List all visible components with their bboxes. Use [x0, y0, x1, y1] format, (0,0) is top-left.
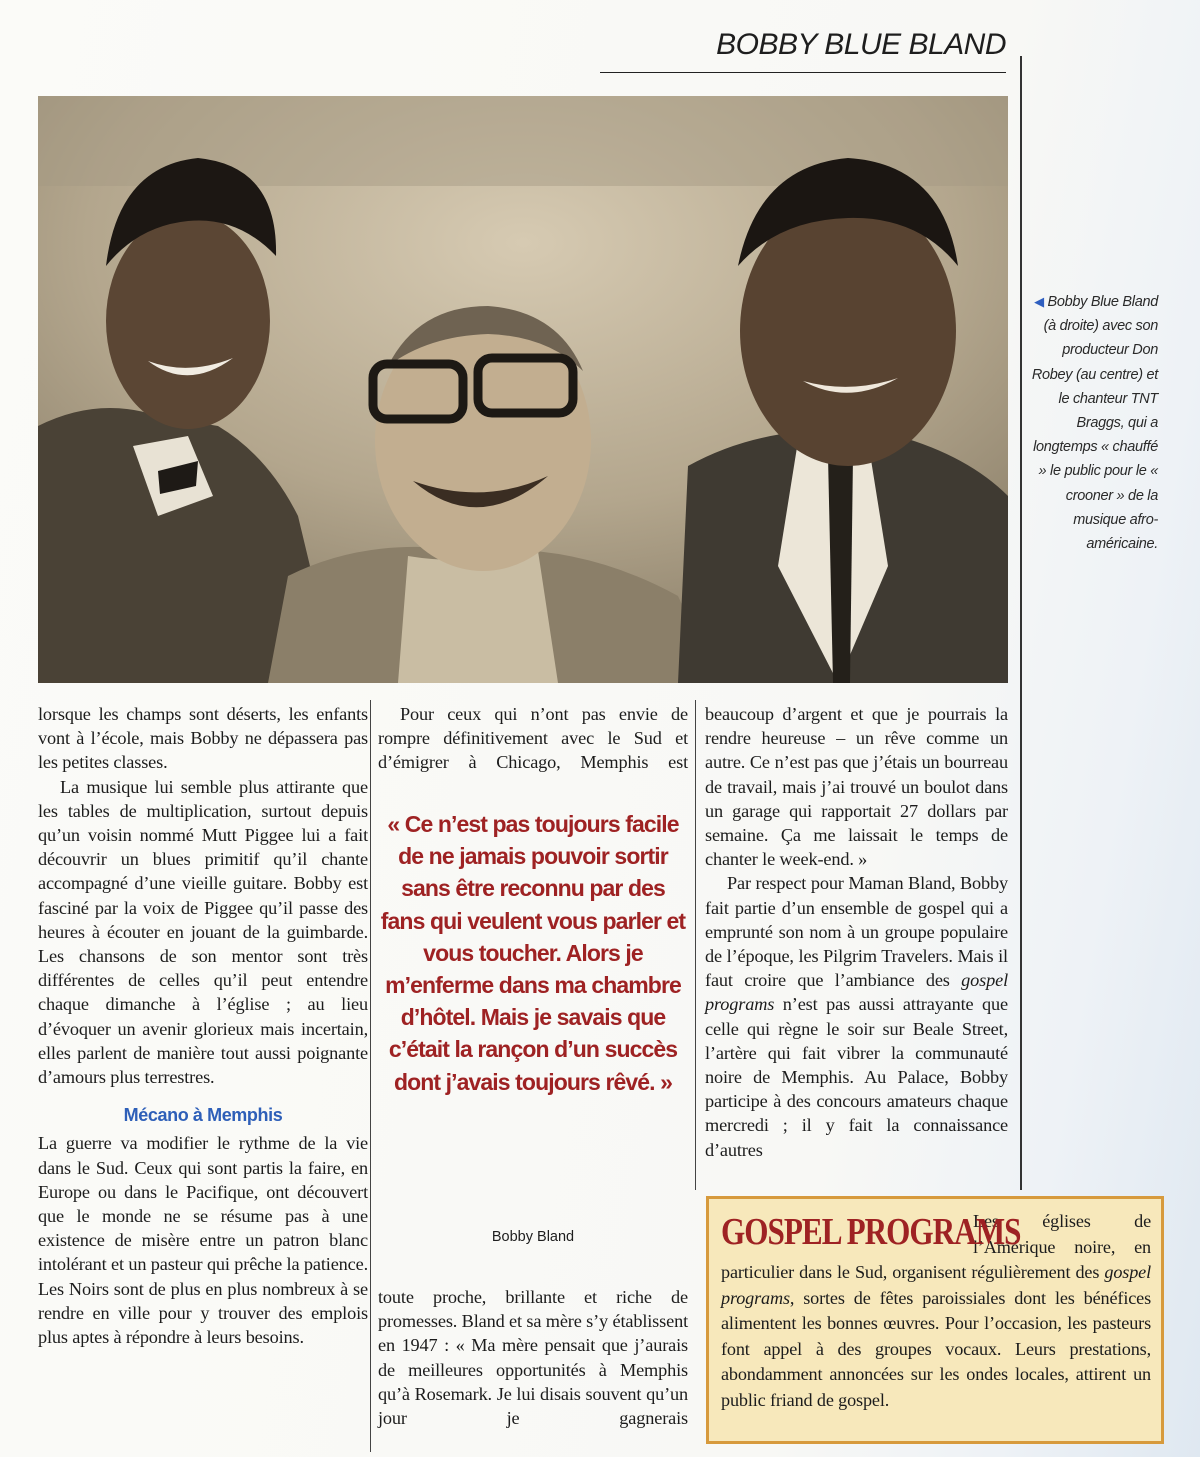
paragraph: La musique lui semble plus attirante que les tables de multiplication, surtout depuis qu’un voisin nommé Mutt Piggee lui a fait découvrir un blues primitif qu’il chante accompagné d’une vieille guitare. Bobby est fasciné par la voix de Piggee qu’il passe des heures à écouter en jouant de la guimbarde. Les chansons de son mentor sont très différentes de celles qu’il peut entendre chaque dimanche à l’église ; au lieu d’évoquer un avenir glorieux mais incertain, elles parlent de manière tout aussi poignante d’amours plus terrestres.	[38, 776, 368, 1088]
caption-text: Bobby Blue Bland (à droite) avec son producteur Don Robey (au centre) et le chanteur TNT Braggs, qui a longtemps « chauffé » le public pour le « crooner » de la musique afro-américaine.	[1031, 294, 1158, 553]
paragraph: beaucoup d’argent et que je pourrais la rendre heureuse – un rêve comme un autre. Ce n’est pas que j’étais un bourreau de travail, mais j’ai trouvé un boulot dans un garage qui rapportait 27 dollars par semaine. Ça me laissait le temps de chanter le week-end. »	[705, 704, 1008, 870]
sidebar-box-text	[721, 1209, 1151, 1413]
column-divider	[695, 700, 696, 1190]
sidebar-text: Les églises de l’Amérique noire, en particulier dans le Sud, organisent régulièrement des	[721, 1211, 1151, 1282]
sidebar-box-title: GOSPEL PROGRAMS	[721, 1211, 1021, 1253]
italic-term: gospel programs	[721, 1262, 1151, 1308]
sidebar-text: , sortes de fêtes paroissiales dont les bénéfices alimentent les bonnes œuvres. Pour l’occasion, les pasteurs font appel à des groupes vocaux. Leurs prestations, abondamment annoncées sur les ondes locales, attirent un public friand de gospel.	[721, 1287, 1151, 1410]
caption-arrow-icon: ◀	[1034, 294, 1044, 309]
photo	[38, 96, 1008, 683]
pull-quote: « Ce n’est pas toujours facile de ne jamais pouvoir sortir sans être reconnu par des fans qui veulent vous parler et vous toucher. Alors je m’enferme dans ma chambre d’hôtel. Mais je savais que c’était la rançon d’un succès dont j’avais toujours rêvé. »	[380, 811, 686, 1095]
sidebar-box	[706, 1196, 1164, 1444]
column-3	[705, 702, 1008, 1162]
pull-quote-author: Bobby Bland	[491, 1229, 575, 1245]
column-2-top	[378, 702, 688, 775]
column-1	[38, 702, 368, 1349]
right-margin-rule	[1020, 56, 1022, 1190]
italic-term: gospel programs	[705, 970, 1009, 1015]
paragraph-text: Par respect pour Maman Bland, Bobby fait partie d’un ensemble de gospel qui a emprunté son nom à un groupe populaire de l’époque, les Pilgrim Travelers. Mais il faut croire que l’ambiance des	[705, 873, 1008, 991]
column-2-bottom	[378, 1285, 688, 1430]
running-header	[600, 22, 1006, 73]
subheading: Mécano à Memphis	[123, 1105, 283, 1126]
paragraph-text: n’est pas aussi attrayante que celle qui règne le soir sur Beale Street, l’artère qui fait vibrer la communauté noire de Memphis. Au Palace, Bobby participe à des concours amateurs chaque mercredi ; il y fait la connaissance d’autres	[705, 994, 1008, 1160]
paragraph	[705, 871, 1008, 1161]
photo-caption	[1030, 290, 1158, 556]
paragraph: toute proche, brillante et riche de promesses. Bland et sa mère s’y établissent en 1947 : « Ma mère pensait que j’aurais de meilleures opportunités à Memphis qu’à Rosemark. Je lui disais souvent qu’un jour je gagnerais	[378, 1287, 688, 1429]
paragraph: Pour ceux qui n’ont pas envie de rompre définitivement avec le Sud et d’émigrer à Chicago, Memphis est	[378, 704, 688, 773]
paragraph: lorsque les champs sont déserts, les enfants vont à l’école, mais Bobby ne dépassera pas les petites classes.	[38, 704, 368, 773]
photo-illustration	[38, 96, 1008, 683]
paragraph: La guerre va modifier le rythme de la vie dans le Sud. Ceux qui sont partis la faire, en Europe ou dans le Pacifique, ont découvert que le monde ne se résume pas à une existence de misère entre un patron blanc intolérant et un pasteur qui prêche la patience. Les Noirs sont de plus en plus nombreux à se rendre en ville pour y trouver des emplois plus aptes à répondre à leurs besoins.	[38, 1133, 368, 1348]
column-divider	[370, 700, 371, 1452]
header-title: BOBBY BLUE BLAND	[716, 28, 1006, 61]
